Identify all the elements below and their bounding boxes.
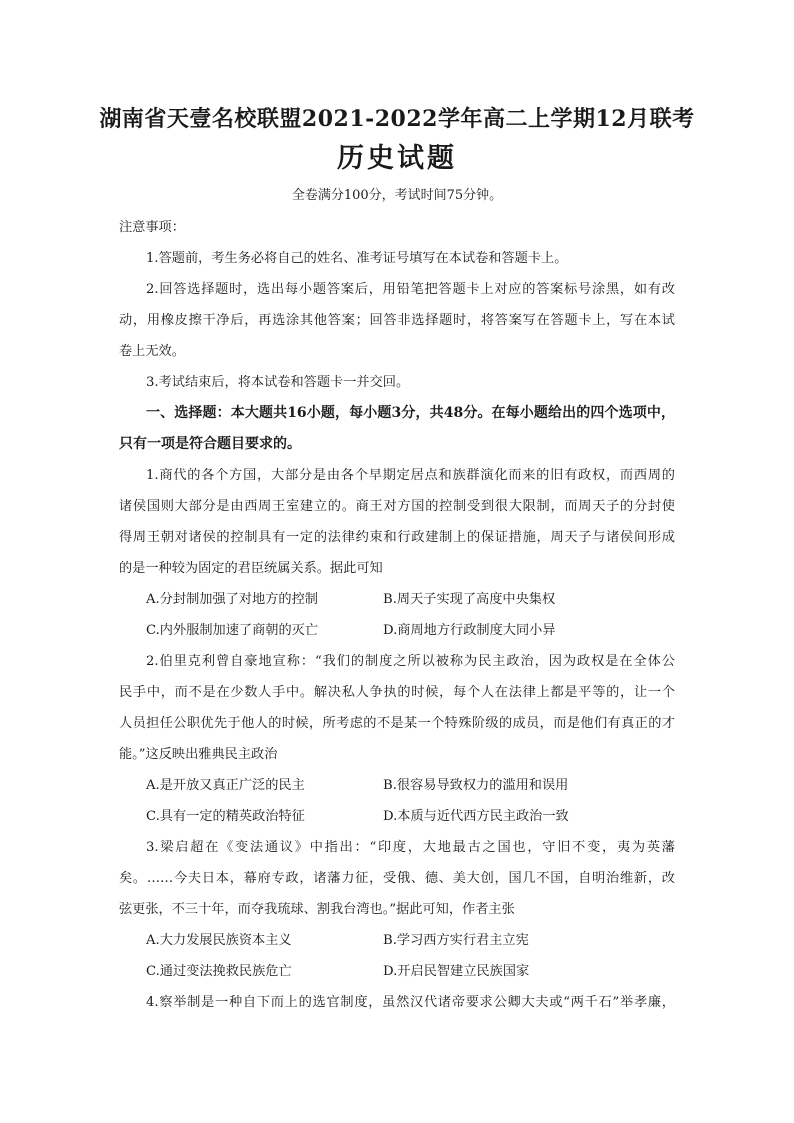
question-3-line-1: 3.梁启超在《变法通议》中指出：“印度，大地最古之国也，守旧不变，夷为英藩 — [146, 840, 675, 855]
question-2-line-2: 民手中，而不是在少数人手中。解决私人争执的时候，每个人在法律上都是平等的，让一个 — [119, 685, 675, 700]
exam-title: 湖南省天壹名校联盟2021-2022学年高二上学期12月联考 — [99, 106, 695, 132]
exam-info: 全卷满分100分，考试时间75分钟。 — [291, 188, 503, 203]
question-3-option-b: B.学习西方实行君主立宪 — [383, 933, 529, 948]
question-3-option-a: A.大力发展民族资本主义 — [146, 933, 292, 948]
question-3-option-c: C.通过变法挽救民族危亡 — [146, 964, 292, 979]
notice-item-2-line-3: 卷上无效。 — [119, 344, 185, 359]
section-heading-line-2: 只有一项是符合题目要求的。 — [119, 436, 301, 452]
notice-item-2-line-2: 动，用橡皮擦干净后，再选涂其他答案；回答非选择题时，将答案写在答题卡上，写在本试 — [119, 313, 675, 328]
question-2-options-row-2 — [119, 801, 675, 832]
question-1-option-d: D.商周地方行政制度大同小异 — [383, 623, 556, 638]
question-1-options-row-1 — [119, 584, 675, 615]
section-heading-line-1: 一、选择题：本大题共16小题，每小题3分，共48分。在每小题给出的四个选项中， — [146, 405, 675, 421]
question-2-option-c: C.具有一定的精英政治特征 — [146, 809, 305, 824]
exam-body — [119, 212, 675, 1018]
question-1-line-2: 诸侯国则大部分是由西周王室建立的。商王对方国的控制受到很大限制，而周天子的分封使 — [119, 499, 675, 514]
question-3-line-2: 矣。……今夫日本，幕府专政，诸藩力征，受俄、德、美大创，国几不国，自明治维新，改 — [119, 871, 675, 886]
question-3-options-row-2 — [119, 956, 675, 987]
question-1-line-4: 的是一种较为固定的君臣统属关系。据此可知 — [119, 561, 383, 576]
question-2-line-3: 人员担任公职优先于他人的时候，所考虑的不是某一个特殊阶级的成员，而是他们有真正的才 — [119, 716, 675, 731]
question-1-option-b: B.周天子实现了高度中央集权 — [383, 592, 556, 607]
question-3-options-row-1 — [119, 925, 675, 956]
question-1-option-c: C.内外服制加速了商朝的灭亡 — [146, 623, 319, 638]
question-2-option-d: D.本质与近代西方民主政治一致 — [383, 809, 569, 824]
notice-item-2-line-1: 2.回答选择题时，选出每小题答案后，用铅笔把答题卡上对应的答案标号涂黑，如有改 — [146, 282, 675, 297]
exam-subject-title: 历史试题 — [337, 143, 457, 174]
notice-label: 注意事项： — [119, 220, 185, 235]
question-2-option-a: A.是开放又真正广泛的民主 — [146, 778, 305, 793]
question-3-option-d: D.开启民智建立民族国家 — [383, 964, 530, 979]
question-1-options-row-2 — [119, 615, 675, 646]
question-2-line-4: 能。”这反映出雅典民主政治 — [119, 747, 278, 762]
question-1-option-a: A.分封制加强了对地方的控制 — [146, 592, 318, 607]
notice-item-1: 1.答题前，考生务必将自己的姓名、准考证号填写在本试卷和答题卡上。 — [146, 251, 568, 266]
question-2-option-b: B.很容易导致权力的滥用和误用 — [383, 778, 569, 793]
notice-item-3: 3.考试结束后，将本试卷和答题卡一并交回。 — [146, 375, 410, 390]
question-2-options-row-1 — [119, 770, 675, 801]
question-1-line-1: 1.商代的各个方国，大部分是由各个早期定居点和族群演化而来的旧有政权，而西周的 — [146, 468, 675, 483]
question-1-line-3: 得周王朝对诸侯的控制具有一定的法律约束和行政建制上的保证措施，周天子与诸侯间形成 — [119, 530, 675, 545]
question-4-line-1: 4.察举制是一种自下而上的选官制度，虽然汉代诸帝要求公卿大夫或“两千石”举孝廉， — [146, 995, 675, 1010]
question-3-line-3: 弦更张，不三十年，而夺我琉球、割我台湾也。”据此可知，作者主张 — [119, 902, 515, 917]
question-2-line-1: 2.伯里克利曾自豪地宣称：“我们的制度之所以被称为民主政治，因为政权是在全体公 — [146, 654, 675, 669]
